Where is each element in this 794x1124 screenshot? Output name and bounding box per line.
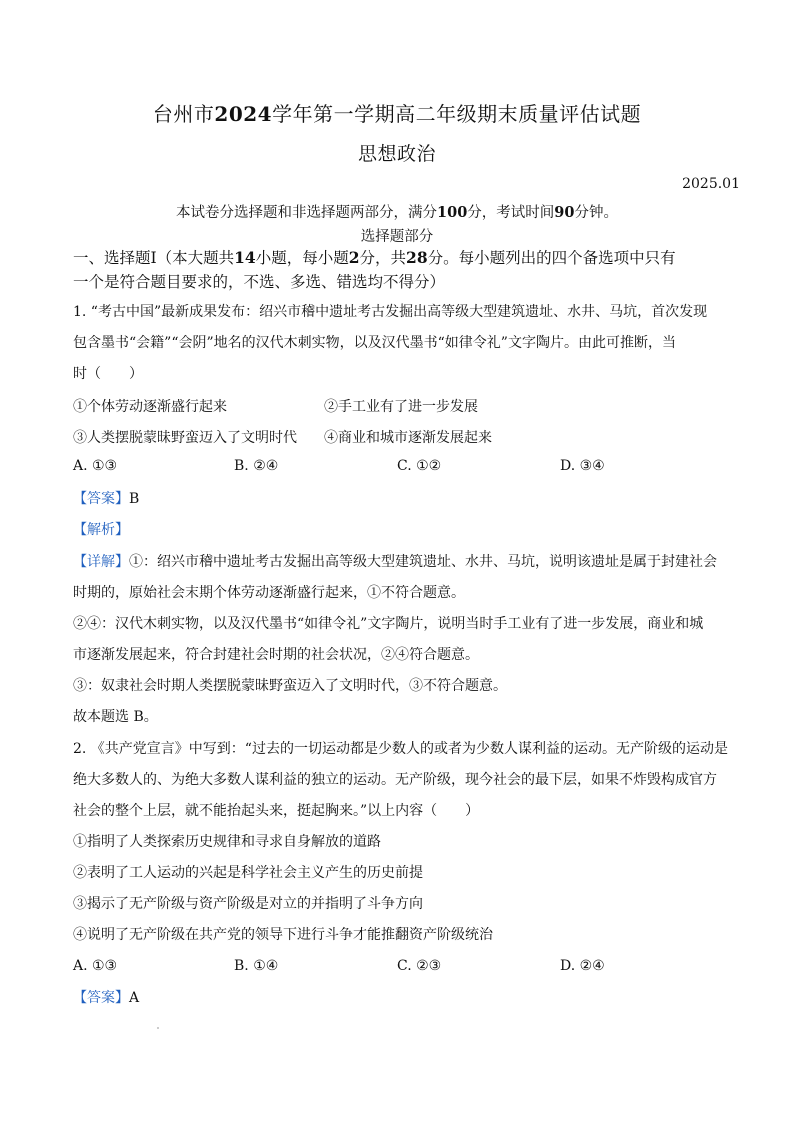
- q1-statement-3: ③人类摆脱蒙昧野蛮迈入了文明时代: [73, 430, 297, 446]
- q1-statement-1: ①个体劳动逐渐盛行起来: [73, 399, 227, 415]
- answer-tag: 【答案】: [73, 990, 129, 1006]
- question-count: 14: [234, 248, 256, 267]
- full-score: 100: [437, 204, 468, 221]
- scan-speck: [157, 1027, 159, 1029]
- q2-answer: [73, 989, 139, 1007]
- q2-option-c: C. ②③: [397, 958, 442, 974]
- q1-answer: [73, 490, 139, 508]
- heading-text: 一、选择题Ⅰ（本大题共: [73, 249, 235, 267]
- q2-option-b: B. ①④: [234, 958, 279, 974]
- instructions: [0, 201, 794, 222]
- answer-value: A: [129, 990, 140, 1006]
- q2-option-d: D. ②④: [560, 958, 605, 974]
- detail-text: ①：绍兴市稽中遗址考古发掘出高等级大型建筑遗址、水井、马坑，说明该遗址是属于封建社会: [129, 554, 717, 570]
- heading-text: 分。每小题列出的四个备选项中只有: [427, 249, 676, 267]
- heading-text: 小题，每小题: [255, 249, 349, 267]
- q2-option-a: A. ①③: [73, 958, 118, 974]
- q2-stem-line1: 2. 《共产党宣言》中写到：“过去的一切运动都是少数人的或者为少数人谋利益的运动。无产阶级的运动是: [73, 741, 728, 757]
- q1-option-d: D. ③④: [560, 458, 605, 474]
- q2-statement-2: ②表明了工人运动的兴起是科学社会主义产生的历史前提: [73, 865, 423, 881]
- q1-stem-line2: 包含墨书“会籍”“会阴”地名的汉代木刺实物，以及汉代墨书“如律令礼”文字陶片。由此可推断，当: [73, 335, 676, 351]
- points-total: 28: [406, 248, 428, 267]
- subject-title: 思想政治: [357, 143, 436, 165]
- heading-text: 分，共: [359, 249, 407, 267]
- q2-statement-3: ③揭示了无产阶级与资产阶级是对立的并指明了斗争方向: [73, 896, 423, 912]
- section-title: 选择题部分: [360, 229, 434, 245]
- title-suffix: 学年第一学期高二年级期末质量评估试题: [272, 102, 642, 126]
- part1-heading-line2: 一个是符合题目要求的，不选、多选、错选均不得分）: [73, 273, 446, 291]
- q1-option-c: C. ①②: [397, 458, 442, 474]
- part1-heading-line1: [73, 249, 676, 267]
- q1-detail-line1: [73, 553, 717, 571]
- instructions-part: 本试卷分选择题和非选择题两部分，满分: [176, 205, 438, 221]
- q1-option-a: A. ①③: [73, 458, 118, 474]
- title-prefix: 台州市: [152, 102, 215, 126]
- title-year: 2024: [214, 102, 273, 126]
- q1-stem-line3: 时（ ）: [73, 366, 143, 382]
- q2-statement-1: ①指明了人类探索历史规律和寻求自身解放的道路: [73, 834, 381, 850]
- analysis-tag: 【解析】: [73, 522, 129, 538]
- exam-time: 90: [554, 204, 575, 221]
- q2-stem-line2: 绝大多数人的、为绝大多数人谋利益的独立的运动。无产阶级，现今社会的最下层，如果不炸毁构成官方: [73, 772, 717, 788]
- q1-detail-line6: 故本题选 B。: [73, 709, 158, 725]
- detail-tag: 【详解】: [73, 554, 129, 570]
- exam-title: [0, 98, 794, 127]
- q1-analysis-tag: [73, 521, 129, 539]
- q2-stem-line3: 社会的整个上层，就不能抬起头来，挺起胸来。”以上内容（ ）: [73, 803, 480, 819]
- points-each: 2: [348, 248, 360, 267]
- exam-date: 2025.01: [682, 176, 740, 192]
- q1-detail-line5: ③：奴隶社会时期人类摆脱蒙昧野蛮迈入了文明时代，③不符合题意。: [73, 678, 507, 694]
- q1-detail-line4: 市逐渐发展起来，符合封建社会时期的社会状况，②④符合题意。: [73, 647, 479, 663]
- instructions-part: 分，考试时间: [467, 205, 555, 221]
- q1-option-b: B. ②④: [234, 458, 279, 474]
- answer-value: B: [129, 491, 140, 507]
- q1-statement-2: ②手工业有了进一步发展: [324, 399, 478, 415]
- q1-detail-line2: 时期的，原始社会末期个体劳动逐渐盛行起来，①不符合题意。: [73, 585, 465, 601]
- answer-tag: 【答案】: [73, 491, 129, 507]
- q1-stem-line1: 1. “考古中国”最新成果发布：绍兴市稽中遗址考古发掘出高等级大型建筑遗址、水井、马坑，首次发现: [73, 304, 708, 320]
- q1-statement-4: ④商业和城市逐渐发展起来: [324, 430, 492, 446]
- instructions-part: 分钟。: [574, 205, 618, 221]
- q2-statement-4: ④说明了无产阶级在共产党的领导下进行斗争才能推翻资产阶级统治: [73, 927, 493, 943]
- q1-detail-line3: ②④：汉代木刺实物，以及汉代墨书“如律令礼”文字陶片，说明当时手工业有了进一步发展，商业和城: [73, 616, 704, 632]
